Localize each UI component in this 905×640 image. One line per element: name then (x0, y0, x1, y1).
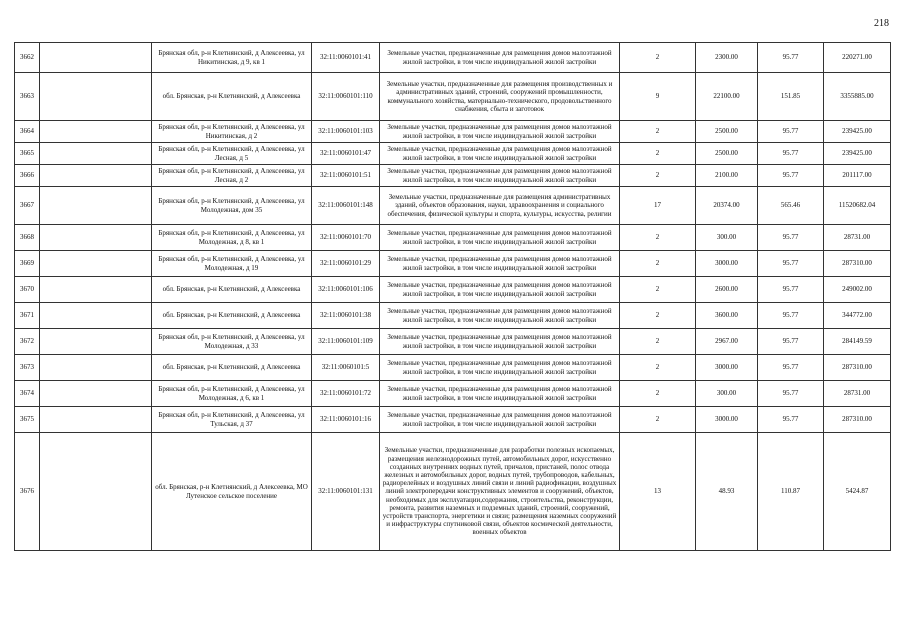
specific-value-cell: 565.46 (758, 187, 824, 225)
area-cell: 2300.00 (696, 43, 758, 73)
row-number-cell: 3664 (15, 121, 40, 143)
permitted-use-cell: Земельные участки, предназначенные для размещения домов малоэтажной жилой застройки, в том числе индивидуальной жилой застройки (380, 407, 620, 433)
row-number-cell: 3667 (15, 187, 40, 225)
row-number-cell: 3665 (15, 143, 40, 165)
cadastral-number-cell: 32:11:0060101:109 (312, 329, 380, 355)
use-group-cell: 2 (620, 43, 696, 73)
permitted-use-cell: Земельные участки, предназначенные для размещения домов малоэтажной жилой застройки, в том числе индивидуальной жилой застройки (380, 381, 620, 407)
table-row (15, 165, 891, 187)
row-number-cell: 3662 (15, 43, 40, 73)
specific-value-cell: 95.77 (758, 329, 824, 355)
cadastral-value-cell: 28731.00 (824, 381, 891, 407)
cadastral-number-cell: 32:11:0060101:148 (312, 187, 380, 225)
blank-cell (40, 251, 152, 277)
permitted-use-cell: Земельные участки, предназначенные для размещения домов малоэтажной жилой застройки, в том числе индивидуальной жилой застройки (380, 303, 620, 329)
address-cell: Брянская обл, р-н Клетнянский, д Алексеевка, ул Лесная, д 5 (152, 143, 312, 165)
address-cell: Брянская обл, р-н Клетнянский, д Алексеевка, ул Тульская, д 37 (152, 407, 312, 433)
cadastral-value-cell: 249002.00 (824, 277, 891, 303)
cadastral-value-table (14, 42, 891, 551)
cadastral-number-cell: 32:11:0060101:110 (312, 73, 380, 121)
use-group-cell: 2 (620, 251, 696, 277)
address-cell: Брянская обл, р-н Клетнянский, д Алексеевка, ул Молодежная, д 8, кв 1 (152, 225, 312, 251)
table-row (15, 73, 891, 121)
specific-value-cell: 95.77 (758, 165, 824, 187)
row-number-cell: 3674 (15, 381, 40, 407)
cadastral-number-cell: 32:11:0060101:106 (312, 277, 380, 303)
cadastral-number-cell: 32:11:0060101:51 (312, 165, 380, 187)
cadastral-value-cell: 287310.00 (824, 355, 891, 381)
cadastral-value-cell: 5424.87 (824, 433, 891, 551)
blank-cell (40, 277, 152, 303)
permitted-use-cell: Земельные участки, предназначенные для размещения домов малоэтажной жилой застройки, в том числе индивидуальной жилой застройки (380, 225, 620, 251)
page-number: 218 (874, 18, 889, 29)
specific-value-cell: 95.77 (758, 43, 824, 73)
use-group-cell: 2 (620, 225, 696, 251)
blank-cell (40, 303, 152, 329)
cadastral-value-cell: 3355885.00 (824, 73, 891, 121)
row-number-cell: 3668 (15, 225, 40, 251)
specific-value-cell: 95.77 (758, 277, 824, 303)
table-row (15, 433, 891, 551)
use-group-cell: 2 (620, 355, 696, 381)
use-group-cell: 2 (620, 329, 696, 355)
cadastral-number-cell: 32:11:0060101:72 (312, 381, 380, 407)
area-cell: 48.93 (696, 433, 758, 551)
row-number-cell: 3676 (15, 433, 40, 551)
area-cell: 300.00 (696, 225, 758, 251)
address-cell: обл. Брянская, р-н Клетнянский, д Алексеевка (152, 73, 312, 121)
permitted-use-cell: Земельные участки, предназначенные для размещения домов малоэтажной жилой застройки, в том числе индивидуальной жилой застройки (380, 355, 620, 381)
blank-cell (40, 43, 152, 73)
cadastral-number-cell: 32:11:0060101:41 (312, 43, 380, 73)
blank-cell (40, 381, 152, 407)
table-row (15, 355, 891, 381)
use-group-cell: 2 (620, 303, 696, 329)
cadastral-value-cell: 239425.00 (824, 143, 891, 165)
cadastral-value-cell: 220271.00 (824, 43, 891, 73)
specific-value-cell: 95.77 (758, 121, 824, 143)
specific-value-cell: 95.77 (758, 251, 824, 277)
cadastral-value-cell: 287310.00 (824, 407, 891, 433)
blank-cell (40, 355, 152, 381)
cadastral-number-cell: 32:11:0060101:47 (312, 143, 380, 165)
permitted-use-cell: Земельные участки, предназначенные для размещения производственных и административных зданий, строений, сооружений промышленности, коммунального хозяйства, материально-технического, продовольственного снабжения, сбыта и заготовок (380, 73, 620, 121)
use-group-cell: 2 (620, 381, 696, 407)
table-row (15, 329, 891, 355)
cadastral-number-cell: 32:11:0060101:29 (312, 251, 380, 277)
permitted-use-cell: Земельные участки, предназначенные для размещения домов малоэтажной жилой застройки, в том числе индивидуальной жилой застройки (380, 277, 620, 303)
table-body (15, 43, 891, 551)
blank-cell (40, 225, 152, 251)
cadastral-value-cell: 239425.00 (824, 121, 891, 143)
use-group-cell: 13 (620, 433, 696, 551)
row-number-cell: 3663 (15, 73, 40, 121)
table-row (15, 187, 891, 225)
permitted-use-cell: Земельные участки, предназначенные для размещения домов малоэтажной жилой застройки, в том числе индивидуальной жилой застройки (380, 165, 620, 187)
cadastral-number-cell: 32:11:0060101:16 (312, 407, 380, 433)
address-cell: Брянская обл, р-н Клетнянский, д Алексеевка, ул Никитинская, д 2 (152, 121, 312, 143)
row-number-cell: 3666 (15, 165, 40, 187)
blank-cell (40, 433, 152, 551)
blank-cell (40, 143, 152, 165)
address-cell: Брянская обл, р-н Клетнянский, д Алексеевка, ул Лесная, д 2 (152, 165, 312, 187)
use-group-cell: 2 (620, 165, 696, 187)
permitted-use-cell: Земельные участки, предназначенные для размещения домов малоэтажной жилой застройки, в том числе индивидуальной жилой застройки (380, 121, 620, 143)
area-cell: 3000.00 (696, 251, 758, 277)
area-cell: 300.00 (696, 381, 758, 407)
address-cell: Брянская обл, р-н Клетнянский, д Алексеевка, ул Молодежная, дом 35 (152, 187, 312, 225)
table-row (15, 225, 891, 251)
specific-value-cell: 95.77 (758, 381, 824, 407)
use-group-cell: 2 (620, 143, 696, 165)
row-number-cell: 3675 (15, 407, 40, 433)
table-row (15, 407, 891, 433)
address-cell: обл. Брянская, р-н Клетнянский, д Алексеевка, МО Лутенское сельское поселение (152, 433, 312, 551)
table-row (15, 43, 891, 73)
specific-value-cell: 95.77 (758, 303, 824, 329)
permitted-use-cell: Земельные участки, предназначенные для размещения домов малоэтажной жилой застройки, в том числе индивидуальной жилой застройки (380, 143, 620, 165)
specific-value-cell: 95.77 (758, 225, 824, 251)
permitted-use-cell: Земельные участки, предназначенные для размещения домов малоэтажной жилой застройки, в том числе индивидуальной жилой застройки (380, 43, 620, 73)
permitted-use-cell: Земельные участки, предназначенные для размещения домов малоэтажной жилой застройки, в том числе индивидуальной жилой застройки (380, 251, 620, 277)
cadastral-number-cell: 32:11:0060101:70 (312, 225, 380, 251)
address-cell: Брянская обл, р-н Клетнянский, д Алексеевка, ул Молодежная, д 6, кв 1 (152, 381, 312, 407)
address-cell: Брянская обл, р-н Клетнянский, д Алексеевка, ул Молодежная, д 33 (152, 329, 312, 355)
specific-value-cell: 95.77 (758, 355, 824, 381)
cadastral-value-cell: 344772.00 (824, 303, 891, 329)
cadastral-number-cell: 32:11:0060101:38 (312, 303, 380, 329)
address-cell: обл. Брянская, р-н Клетнянский, д Алексеевка (152, 277, 312, 303)
area-cell: 3000.00 (696, 407, 758, 433)
address-cell: обл. Брянская, р-н Клетнянский, д Алексеевка (152, 355, 312, 381)
blank-cell (40, 187, 152, 225)
table-row (15, 251, 891, 277)
row-number-cell: 3671 (15, 303, 40, 329)
blank-cell (40, 329, 152, 355)
blank-cell (40, 73, 152, 121)
address-cell: Брянская обл, р-н Клетнянский, д Алексеевка, ул Никитинская, д 9, кв 1 (152, 43, 312, 73)
area-cell: 3000.00 (696, 355, 758, 381)
table-row (15, 277, 891, 303)
specific-value-cell: 95.77 (758, 407, 824, 433)
specific-value-cell: 110.87 (758, 433, 824, 551)
table-row (15, 143, 891, 165)
blank-cell (40, 165, 152, 187)
cadastral-number-cell: 32:11:0060101:131 (312, 433, 380, 551)
row-number-cell: 3673 (15, 355, 40, 381)
area-cell: 3600.00 (696, 303, 758, 329)
area-cell: 22100.00 (696, 73, 758, 121)
row-number-cell: 3669 (15, 251, 40, 277)
permitted-use-cell: Земельные участки, предназначенные для размещения домов малоэтажной жилой застройки, в том числе индивидуальной жилой застройки (380, 329, 620, 355)
use-group-cell: 2 (620, 277, 696, 303)
blank-cell (40, 121, 152, 143)
specific-value-cell: 95.77 (758, 143, 824, 165)
area-cell: 20374.00 (696, 187, 758, 225)
cadastral-number-cell: 32:11:0060101:103 (312, 121, 380, 143)
cadastral-value-cell: 287310.00 (824, 251, 891, 277)
cadastral-value-cell: 28731.00 (824, 225, 891, 251)
table-row (15, 121, 891, 143)
permitted-use-cell: Земельные участки, предназначенные для размещения административных зданий, объектов образования, науки, здравоохранения и социального обеспечения, физической культуры и спорта, культуры, искусства, религии (380, 187, 620, 225)
permitted-use-cell: Земельные участки, предназначенные для разработки полезных ископаемых, размещения железнодорожных путей, автомобильных дорог, искусственно созданных внутренних водных путей, причалов, пристаней, полос отвода железных и автомобильных дорог, водных путей, трубопроводов, кабельных, радиорелейных и воздушных линий связи и линий радиофикации, воздушных линий электропередачи конструктивных элементов и сооружений, объектов, необходимых для эксплуатации,содержания, строительства, реконструкции, ремонта, развития наземных и подземных зданий, строений, сооружений, устройств транспорта, энергетики и связи; размещения наземных сооружений и инфраструктуры спутниковой связи, объектов космической деятельности, военных объектов (380, 433, 620, 551)
table-row (15, 381, 891, 407)
address-cell: обл. Брянская, р-н Клетнянский, д Алексеевка (152, 303, 312, 329)
use-group-cell: 17 (620, 187, 696, 225)
area-cell: 2500.00 (696, 143, 758, 165)
row-number-cell: 3672 (15, 329, 40, 355)
table-row (15, 303, 891, 329)
area-cell: 2600.00 (696, 277, 758, 303)
row-number-cell: 3670 (15, 277, 40, 303)
cadastral-number-cell: 32:11:0060101:5 (312, 355, 380, 381)
address-cell: Брянская обл, р-н Клетнянский, д Алексеевка, ул Молодежная, д 19 (152, 251, 312, 277)
blank-cell (40, 407, 152, 433)
cadastral-value-cell: 201117.00 (824, 165, 891, 187)
area-cell: 2967.00 (696, 329, 758, 355)
cadastral-value-cell: 284149.59 (824, 329, 891, 355)
use-group-cell: 2 (620, 407, 696, 433)
area-cell: 2500.00 (696, 121, 758, 143)
area-cell: 2100.00 (696, 165, 758, 187)
cadastral-value-cell: 11520682.04 (824, 187, 891, 225)
use-group-cell: 2 (620, 121, 696, 143)
specific-value-cell: 151.85 (758, 73, 824, 121)
use-group-cell: 9 (620, 73, 696, 121)
